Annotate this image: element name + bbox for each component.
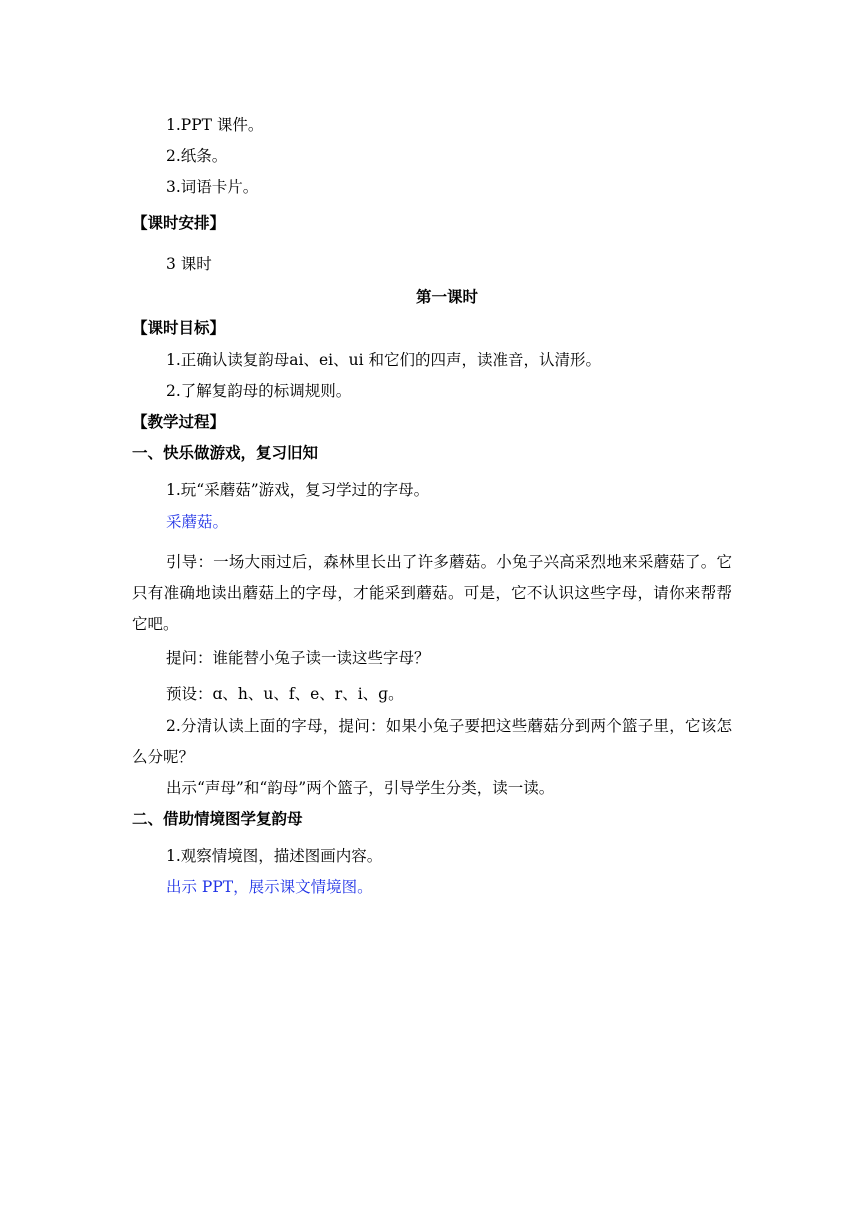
goal-item-1: 1.正确认读复韵母ai、ei、ui 和它们的四声，读准音，认清形。 xyxy=(166,351,601,369)
section2-heading: 二、借助情境图学复韵母 xyxy=(132,810,303,828)
section2-step1: 1.观察情境图，描述图画内容。 xyxy=(166,847,383,865)
material-item-3: 3.词语卡片。 xyxy=(166,178,259,196)
section1-guide-paragraph: 引导：一场大雨过后，森林里长出了许多蘑菇。小兔子兴高采烈地来采蘑菇了。它只有准确地读出蘑菇上的字母，才能采到蘑菇。可是，它不认识这些字母，请你来帮帮它吧。 xyxy=(132,553,732,633)
section1-step1: 1.玩“采蘑菇”游戏，复习学过的字母。 xyxy=(166,481,430,499)
material-item-2: 2.纸条。 xyxy=(166,147,228,165)
section1-ppt-note: 采蘑菇。 xyxy=(166,513,229,531)
section1-step2-paragraph: 2.分清认读上面的字母，提问：如果小兔子要把这些蘑菇分到两个篮子里，它该怎么分呢？ xyxy=(132,717,732,766)
section2-ppt-note: 出示 PPT，展示课文情境图。 xyxy=(166,878,373,896)
section1-heading: 一、快乐做游戏，复习旧知 xyxy=(132,444,319,462)
section1-question: 提问：谁能替小兔子读一读这些字母？ xyxy=(166,649,430,667)
goal-item-2: 2.了解复韵母的标调规则。 xyxy=(166,382,352,400)
process-heading: 【教学过程】 xyxy=(132,413,226,431)
section1-preset: 预设：ɑ、h、u、f、e、r、i、ɡ。 xyxy=(166,685,404,703)
section1-show: 出示“声母”和“韵母”两个篮子，引导学生分类，读一读。 xyxy=(166,779,555,797)
material-item-1: 1.PPT 课件。 xyxy=(166,116,264,134)
goals-heading: 【课时目标】 xyxy=(132,319,226,337)
schedule-value: 3 课时 xyxy=(166,255,212,273)
schedule-heading: 【课时安排】 xyxy=(132,214,226,232)
lesson-title: 第一课时 xyxy=(415,288,478,306)
